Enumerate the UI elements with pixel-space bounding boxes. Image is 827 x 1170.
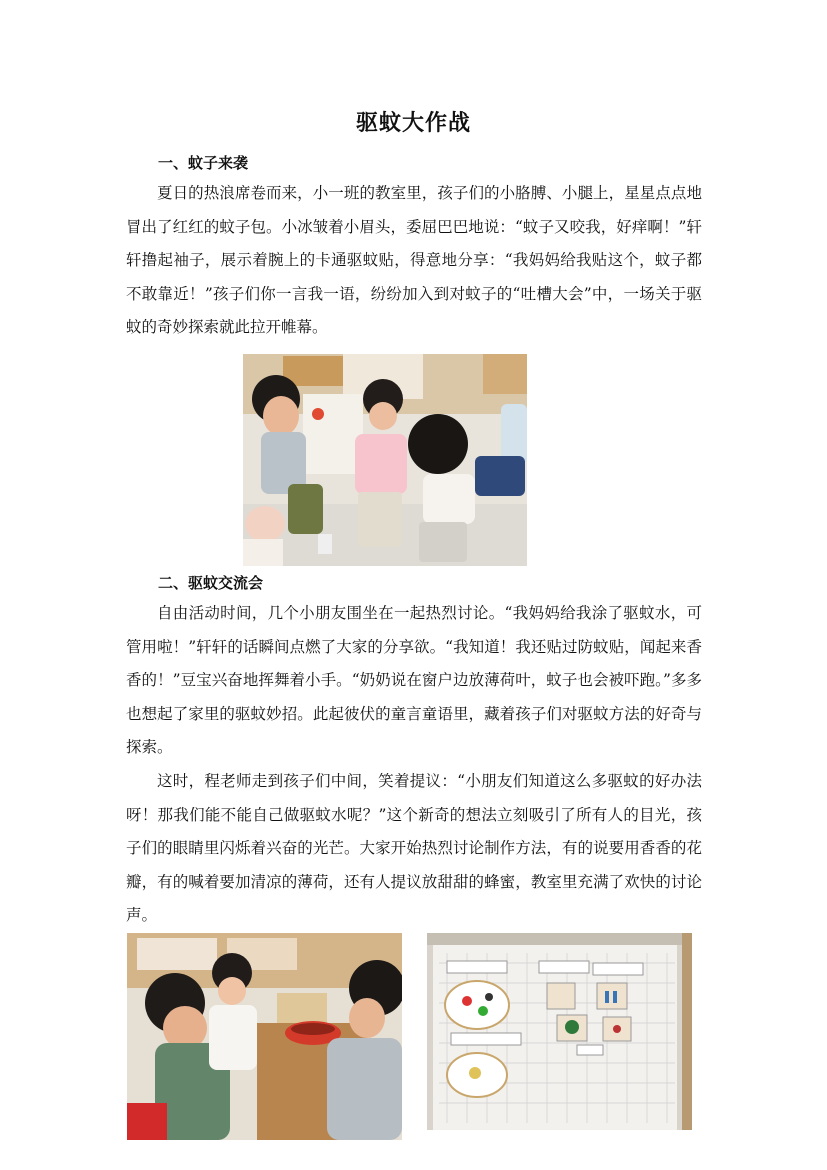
document-title: 驱蚊大作战 (355, 110, 471, 136)
section-heading-exchange-meeting: 二、驱蚊交流会 (158, 574, 264, 592)
photo-children-at-basin (127, 933, 402, 1140)
paragraph-exchange-meeting-2: 这时，程老师走到孩子们中间，笑着提议：“小朋友们知道这么多驱蚊的好办法呀！那我们能不能自己做驱蚊水呢？”这个新奇的想法立刻吸引了所有人的目光，孩子们的眼睛里闪烁着兴奋的光芒。大家开始热烈讨论制作方法，有的说要用香香的花瓣，有的喊着要加清凉的薄荷，还有人提议放甜甜的蜂蜜，教室里充满了欢快的讨论声。 (126, 772, 702, 924)
section-heading-mosquito-attack: 一、蚊子来袭 (158, 154, 249, 172)
photo-display-board (427, 933, 692, 1130)
paragraph-exchange-meeting-1: 自由活动时间，几个小朋友围坐在一起热烈讨论。“我妈妈给我涂了驱蚊水，可管用啦！”轩轩的话瞬间点燃了大家的分享欲。“我知道！我还贴过防蚊贴，闻起来香香的！”豆宝兴奋地挥舞着小手。“奶奶说在窗户边放薄荷叶，蚊子也会被吓跑。”多多也想起了家里的驱蚊妙招。此起彼伏的童言童语里，藏着孩子们对驱蚊方法的好奇与探索。 (126, 604, 702, 756)
paragraph-mosquito-attack: 夏日的热浪席卷而来，小一班的教室里，孩子们的小胳膊、小腿上，星星点点地冒出了红红的蚊子包。小冰皱着小眉头，委屈巴巴地说：“蚊子又咬我，好痒啊！”轩轩撸起袖子，展示着腕上的卡通驱蚊贴，得意地分享：“我妈妈给我贴这个，蚊子都不敢靠近！”孩子们你一言我一语，纷纷加入到对蚊子的“吐槽大会”中，一场关于驱蚊的奇妙探索就此拉开帷幕。 (126, 184, 702, 336)
photo-children-comparing-bites (243, 354, 527, 566)
